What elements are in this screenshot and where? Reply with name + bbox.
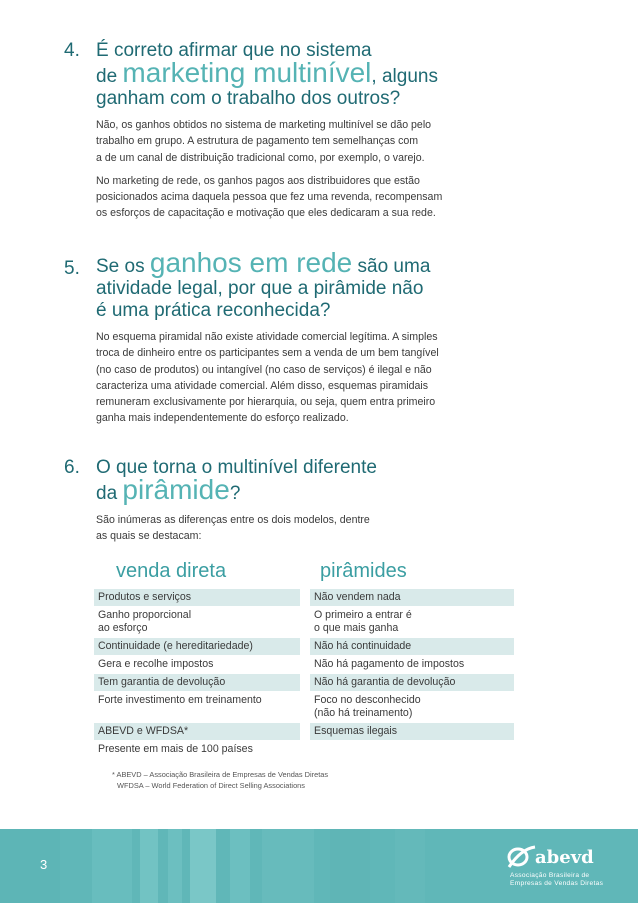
- answer-paragraph: No marketing de rede, os ganhos pagos aos distribuidores que estão posicionados acima daquela pessoa que fez uma revenda, recompensam os esforços de capacitação e motivação que eles dedicaram a sua rede.: [96, 174, 443, 220]
- question-4: [64, 40, 564, 229]
- table-row: [94, 741, 514, 758]
- decorative-stripe: [190, 829, 216, 903]
- decorative-stripe: [262, 829, 314, 903]
- decorative-stripe: [168, 829, 182, 903]
- question-number: 4.: [64, 40, 80, 61]
- question-number: 5.: [64, 258, 80, 279]
- decorative-stripe: [0, 829, 60, 903]
- piramides-cell: O primeiro a entrar é o que mais ganha: [314, 609, 412, 634]
- table-row: [94, 692, 514, 722]
- piramides-header: pirâmides: [320, 560, 407, 582]
- decorative-stripe: [230, 829, 250, 903]
- decorative-stripe: [330, 829, 370, 903]
- piramides-cell: Não há garantia de devolução: [310, 674, 514, 691]
- question-5-title: 5. Se os ganhos em rede são uma atividade legal, por que a pirâmide não é uma prática reconhecida?: [64, 247, 431, 321]
- decorative-stripe: [92, 829, 132, 903]
- venda-direta-header: venda direta: [116, 560, 227, 582]
- table-row: [94, 656, 514, 673]
- question-5-answer: [64, 329, 564, 427]
- highlight-term: ganhos em rede: [149, 247, 353, 278]
- decorative-stripe: [395, 829, 425, 903]
- piramides-cell: Não há pagamento de impostos: [314, 658, 465, 670]
- page-number: 3: [40, 857, 48, 872]
- table-row: [94, 589, 514, 606]
- logo-wordmark: abevd: [535, 847, 594, 868]
- table-row: [94, 607, 514, 637]
- answer-paragraph: Não, os ganhos obtidos no sistema de marketing multinível se dão pelo trabalho em grupo. A estrutura de pagamento tem semelhanças com a de um canal de distribuição tradicional como, por exemplo, o varejo.: [96, 119, 432, 164]
- venda-direta-cell: Gera e recolhe impostos: [98, 658, 214, 670]
- question-6-answer: [64, 512, 564, 545]
- piramides-cell: [310, 741, 514, 758]
- venda-direta-cell: Continuidade (e hereditariedade): [94, 638, 300, 655]
- venda-direta-cell: Tem garantia de devolução: [94, 674, 300, 691]
- table-row: [94, 723, 514, 740]
- answer-paragraph: No esquema piramidal não existe atividade comercial legítima. A simples troca de dinheiro entre os participantes sem a venda de um bem tangível (no caso de produtos) ou intangível (no caso de serviços) é ilegal e não caracteriza uma atividade comercial. Além disso, esquemas piramidais remuneram exclusivamente por hierarquia, ou seja, quem entra primeiro ganha mais independentemente do esforço realizado.: [96, 331, 439, 425]
- venda-direta-cell: Forte investimento em treinamento: [98, 694, 262, 706]
- table-row: [94, 674, 514, 691]
- abevd-mark-icon: [507, 845, 537, 869]
- question-5: [64, 247, 564, 434]
- venda-direta-cell: Ganho proporcional ao esforço: [98, 609, 192, 634]
- question-4-title: 4. É correto afirmar que no sistema de marketing multinível, alguns ganham com o trabalho dos outros?: [64, 40, 438, 109]
- piramides-cell: Não há continuidade: [310, 638, 514, 655]
- piramides-cell: Esquemas ilegais: [310, 723, 514, 740]
- question-number: 6.: [64, 457, 80, 478]
- logo-subtitle: Associação Brasileira de Empresas de Vendas Diretas: [510, 872, 604, 887]
- venda-direta-cell: Produtos e serviços: [94, 589, 300, 606]
- highlight-term: marketing multinível: [122, 57, 372, 88]
- question-6-title: 6. O que torna o multinível diferente da pirâmide?: [64, 457, 377, 505]
- footnote: * ABEVD – Associação Brasileira de Empresas de Vendas Diretas WFDSA – World Federation of Direct Selling Associations: [112, 770, 329, 790]
- highlight-term: pirâmide: [122, 474, 230, 505]
- abevd-logo: [507, 841, 617, 897]
- question-6: [64, 457, 564, 552]
- decorative-stripe: [140, 829, 158, 903]
- answer-paragraph: São inúmeras as diferenças entre os dois modelos, dentre as quais se destacam:: [96, 514, 370, 543]
- table-row: [94, 638, 514, 655]
- footer-band: [0, 829, 638, 903]
- venda-direta-cell: Presente em mais de 100 países: [98, 743, 253, 755]
- venda-direta-cell: ABEVD e WFDSA*: [94, 723, 300, 740]
- piramides-cell: Foco no desconhecido (não há treinamento): [314, 694, 421, 719]
- question-4-answer: [64, 117, 564, 222]
- piramides-cell: Não vendem nada: [310, 589, 514, 606]
